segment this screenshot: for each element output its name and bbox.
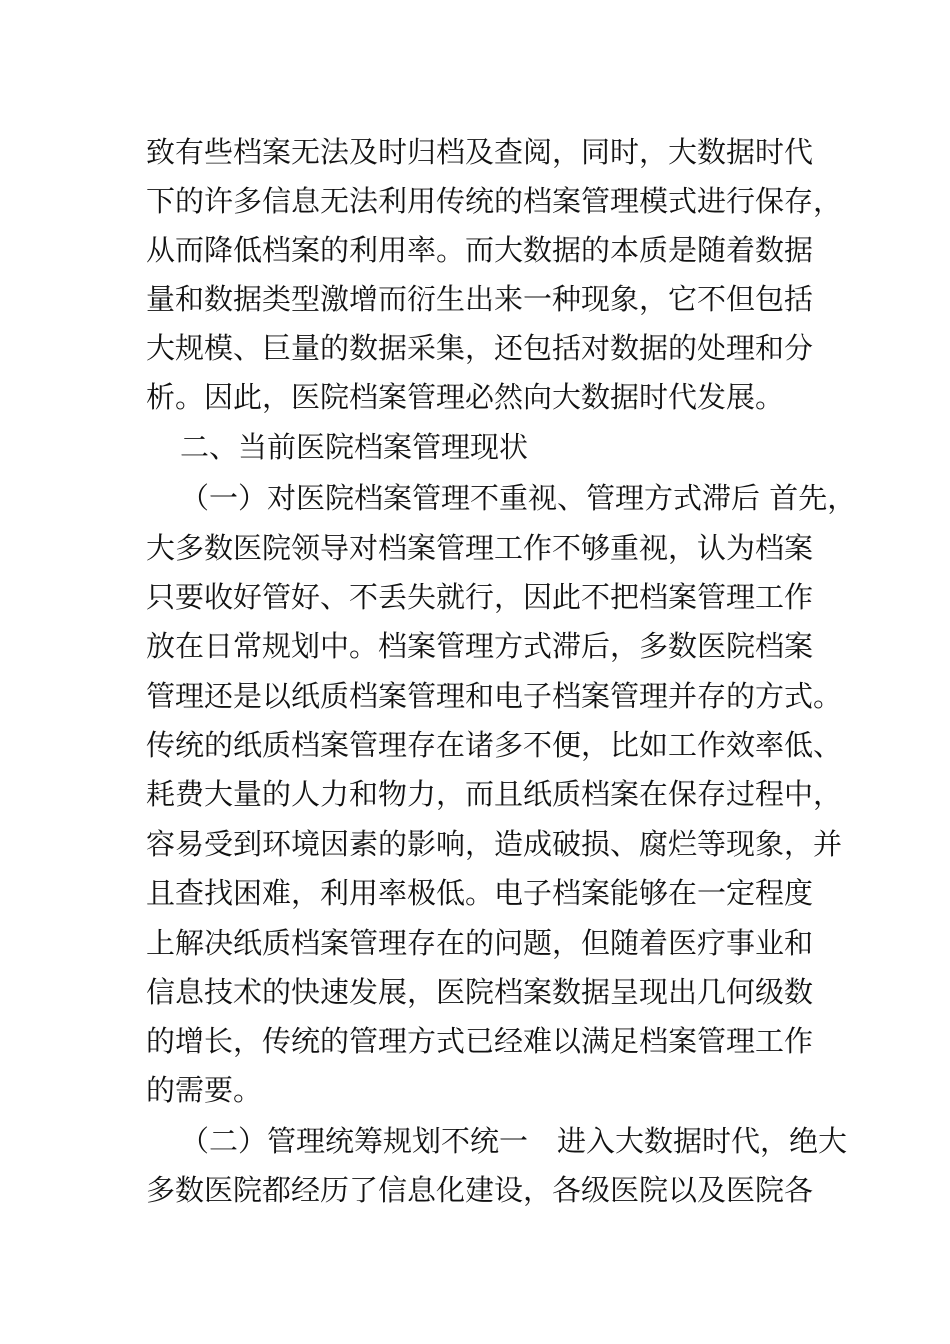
body-text-line: 耗费大量的人力和物力，而且纸质档案在保存过程中，: [146, 777, 843, 811]
body-text-line: 的增长，传统的管理方式已经难以满足档案管理工作: [146, 1024, 814, 1058]
subsection-heading-line: （一）对医院档案管理不重视、管理方式滞后 首先，: [180, 481, 857, 515]
body-text-line: 多数医院都经历了信息化建设，各级医院以及医院各: [146, 1173, 814, 1207]
body-text-line: 容易受到环境因素的影响，造成破损、腐烂等现象，并: [146, 827, 843, 861]
body-text-line: 上解决纸质档案管理存在的问题，但随着医疗事业和: [146, 926, 814, 960]
body-text-line: 下的许多信息无法利用传统的档案管理模式进行保存，: [146, 184, 843, 218]
body-text-line: 放在日常规划中。档案管理方式滞后，多数医院档案: [146, 629, 814, 663]
body-text-line: 传统的纸质档案管理存在诸多不便，比如工作效率低、: [146, 728, 843, 762]
body-text-line: 量和数据类型激增而衍生出来一种现象，它不但包括: [146, 282, 814, 316]
section-heading: 二、当前医院档案管理现状: [180, 430, 529, 464]
body-text-line: 信息技术的快速发展，医院档案数据呈现出几何级数: [146, 975, 814, 1009]
body-text-line: 大规模、巨量的数据采集，还包括对数据的处理和分: [146, 331, 814, 365]
body-text-line: 从而降低档案的利用率。而大数据的本质是随着数据: [146, 233, 814, 267]
body-text-line: 析。因此，医院档案管理必然向大数据时代发展。: [146, 380, 785, 414]
body-text-line: 致有些档案无法及时归档及查阅，同时，大数据时代: [146, 135, 814, 169]
body-text-line: 的需要。: [146, 1073, 263, 1107]
body-text-line: 管理还是以纸质档案管理和电子档案管理并存的方式。: [146, 679, 843, 713]
body-text-line: 且查找困难，利用率极低。电子档案能够在一定程度: [146, 876, 814, 910]
body-text-line: 只要收好管好、不丢失就行，因此不把档案管理工作: [146, 580, 814, 614]
subsection-heading-line: （二）管理统筹规划不统一 进入大数据时代，绝大: [180, 1124, 848, 1158]
body-text-line: 大多数医院领导对档案管理工作不够重视，认为档案: [146, 531, 814, 565]
